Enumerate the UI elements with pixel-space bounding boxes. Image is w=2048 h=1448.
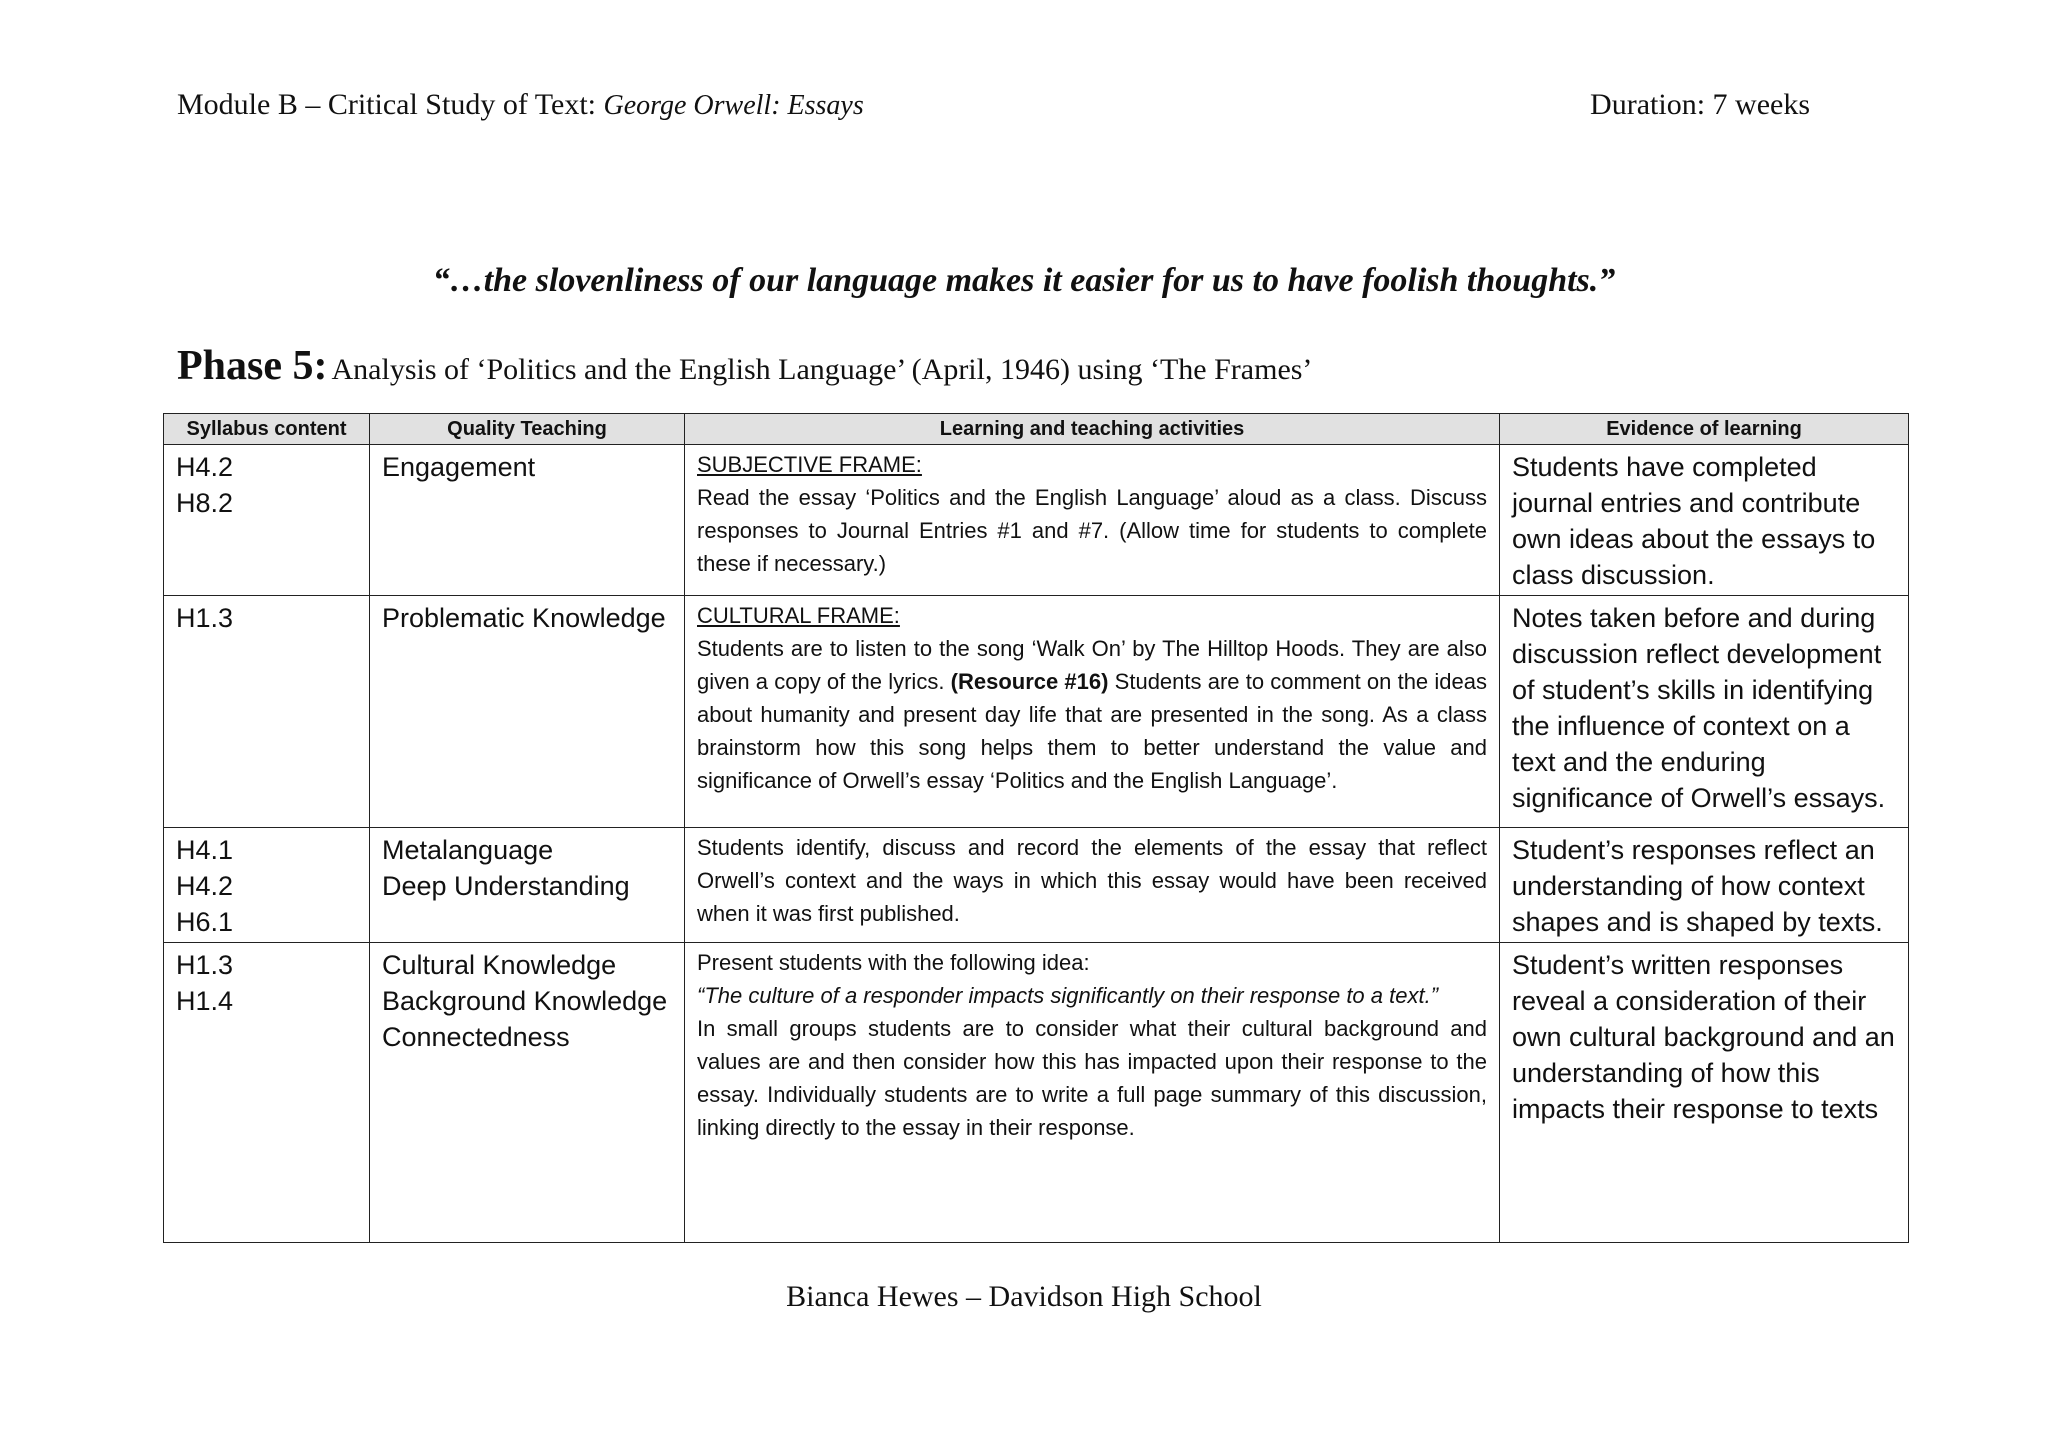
module-text: George Orwell: Essays <box>603 90 864 121</box>
activity-text: In small groups students are to consider what their cultural background and values are and then consider how this has impacted upon their response to the essay. Individually students are to write a full page summary of this discussion, linking directly to the essay in their response. <box>697 1016 1487 1140</box>
table-row <box>164 943 1909 1243</box>
quality-cell <box>370 445 685 596</box>
syllabus-cell <box>164 596 370 828</box>
phase-heading <box>177 342 1312 390</box>
activity-text: Students are to comment on the ideas about humanity and present day life that are presented in the song. As a class brainstorm how this song helps them to better understand the value and significance of Orwell’s essay ‘Politics and the English Language’. <box>697 669 1487 793</box>
syllabus-cell <box>164 943 370 1243</box>
syllabus-cell <box>164 445 370 596</box>
activity-text: Students are to listen to the song ‘Walk On’ by The Hilltop Hoods. They are also given a copy of the lyrics. <box>697 636 1487 694</box>
header-evidence: Evidence of learning <box>1500 414 1909 445</box>
evidence-cell: Notes taken before and during discussion reflect development of student’s skills in identifying the influence of context on a text and the enduring significance of Orwell’s essays. <box>1500 596 1909 828</box>
syllabus-outcome: H4.2 <box>176 871 234 901</box>
header-syllabus: Syllabus content <box>164 414 370 445</box>
evidence-cell: Students have completed journal entries and contribute own ideas about the essays to class discussion. <box>1500 445 1909 596</box>
duration: Duration: 7 weeks <box>1590 88 1810 121</box>
frame-heading: SUBJECTIVE FRAME: <box>697 452 922 477</box>
syllabus-outcome: H1.3 <box>176 603 234 633</box>
table-row <box>164 596 1909 828</box>
quality-cell <box>370 828 685 943</box>
frame-heading: CULTURAL FRAME: <box>697 603 900 628</box>
syllabus-outcome: H4.2 <box>176 452 234 482</box>
syllabus-outcome: H6.1 <box>176 907 234 937</box>
activity-idea: “The culture of a responder impacts significantly on their response to a text.” <box>697 983 1439 1008</box>
module-prefix: Module B – Critical Study of Text: <box>177 88 604 121</box>
lesson-plan-table <box>163 413 1909 1243</box>
syllabus-outcome: H1.3 <box>176 950 234 980</box>
resource-reference: (Resource #16) <box>950 669 1109 694</box>
evidence-cell: Student’s responses reflect an understanding of how context shapes and is shaped by texts. <box>1500 828 1909 943</box>
quality-item: Problematic Knowledge <box>382 603 666 633</box>
orwell-quote: “…the slovenliness of our language makes it easier for us to have foolish thoughts.” <box>432 262 1616 299</box>
evidence-cell: Student’s written responses reveal a consideration of their own cultural background and an understanding of how this impacts their response to texts <box>1500 943 1909 1243</box>
activity-text: Students identify, discuss and record the elements of the essay that reflect Orwell’s context and the ways in which this essay would have been received when it was first published. <box>697 835 1487 926</box>
module-title <box>177 88 864 122</box>
syllabus-cell <box>164 828 370 943</box>
syllabus-outcome: H4.1 <box>176 835 234 865</box>
activity-cell <box>685 943 1500 1243</box>
quality-item: Cultural Knowledge <box>382 950 617 980</box>
table-row <box>164 828 1909 943</box>
syllabus-outcome: H1.4 <box>176 986 234 1016</box>
quality-item: Background Knowledge <box>382 986 668 1016</box>
quality-item: Engagement <box>382 452 536 482</box>
phase-label: Phase 5: <box>177 343 328 389</box>
quality-item: Deep Understanding <box>382 871 630 901</box>
activity-intro: Present students with the following idea: <box>697 950 1090 975</box>
header-quality: Quality Teaching <box>370 414 685 445</box>
quality-item: Metalanguage <box>382 835 554 865</box>
activity-cell <box>685 596 1500 828</box>
activity-cell <box>685 828 1500 943</box>
phase-description: Analysis of ‘Politics and the English Language’ (April, 1946) using ‘The Frames’ <box>331 353 1313 386</box>
quality-cell <box>370 943 685 1243</box>
quality-cell <box>370 596 685 828</box>
activity-text: Read the essay ‘Politics and the English Language’ aloud as a class. Discuss responses to Journal Entries #1 and #7. (Allow time for students to complete these if necessary.) <box>697 485 1487 576</box>
quality-item: Connectedness <box>382 1022 570 1052</box>
table-row <box>164 445 1909 596</box>
syllabus-outcome: H8.2 <box>176 488 234 518</box>
header-activities: Learning and teaching activities <box>685 414 1500 445</box>
table-header-row <box>164 414 1909 445</box>
footer-author: Bianca Hewes – Davidson High School <box>786 1280 1262 1313</box>
activity-cell <box>685 445 1500 596</box>
